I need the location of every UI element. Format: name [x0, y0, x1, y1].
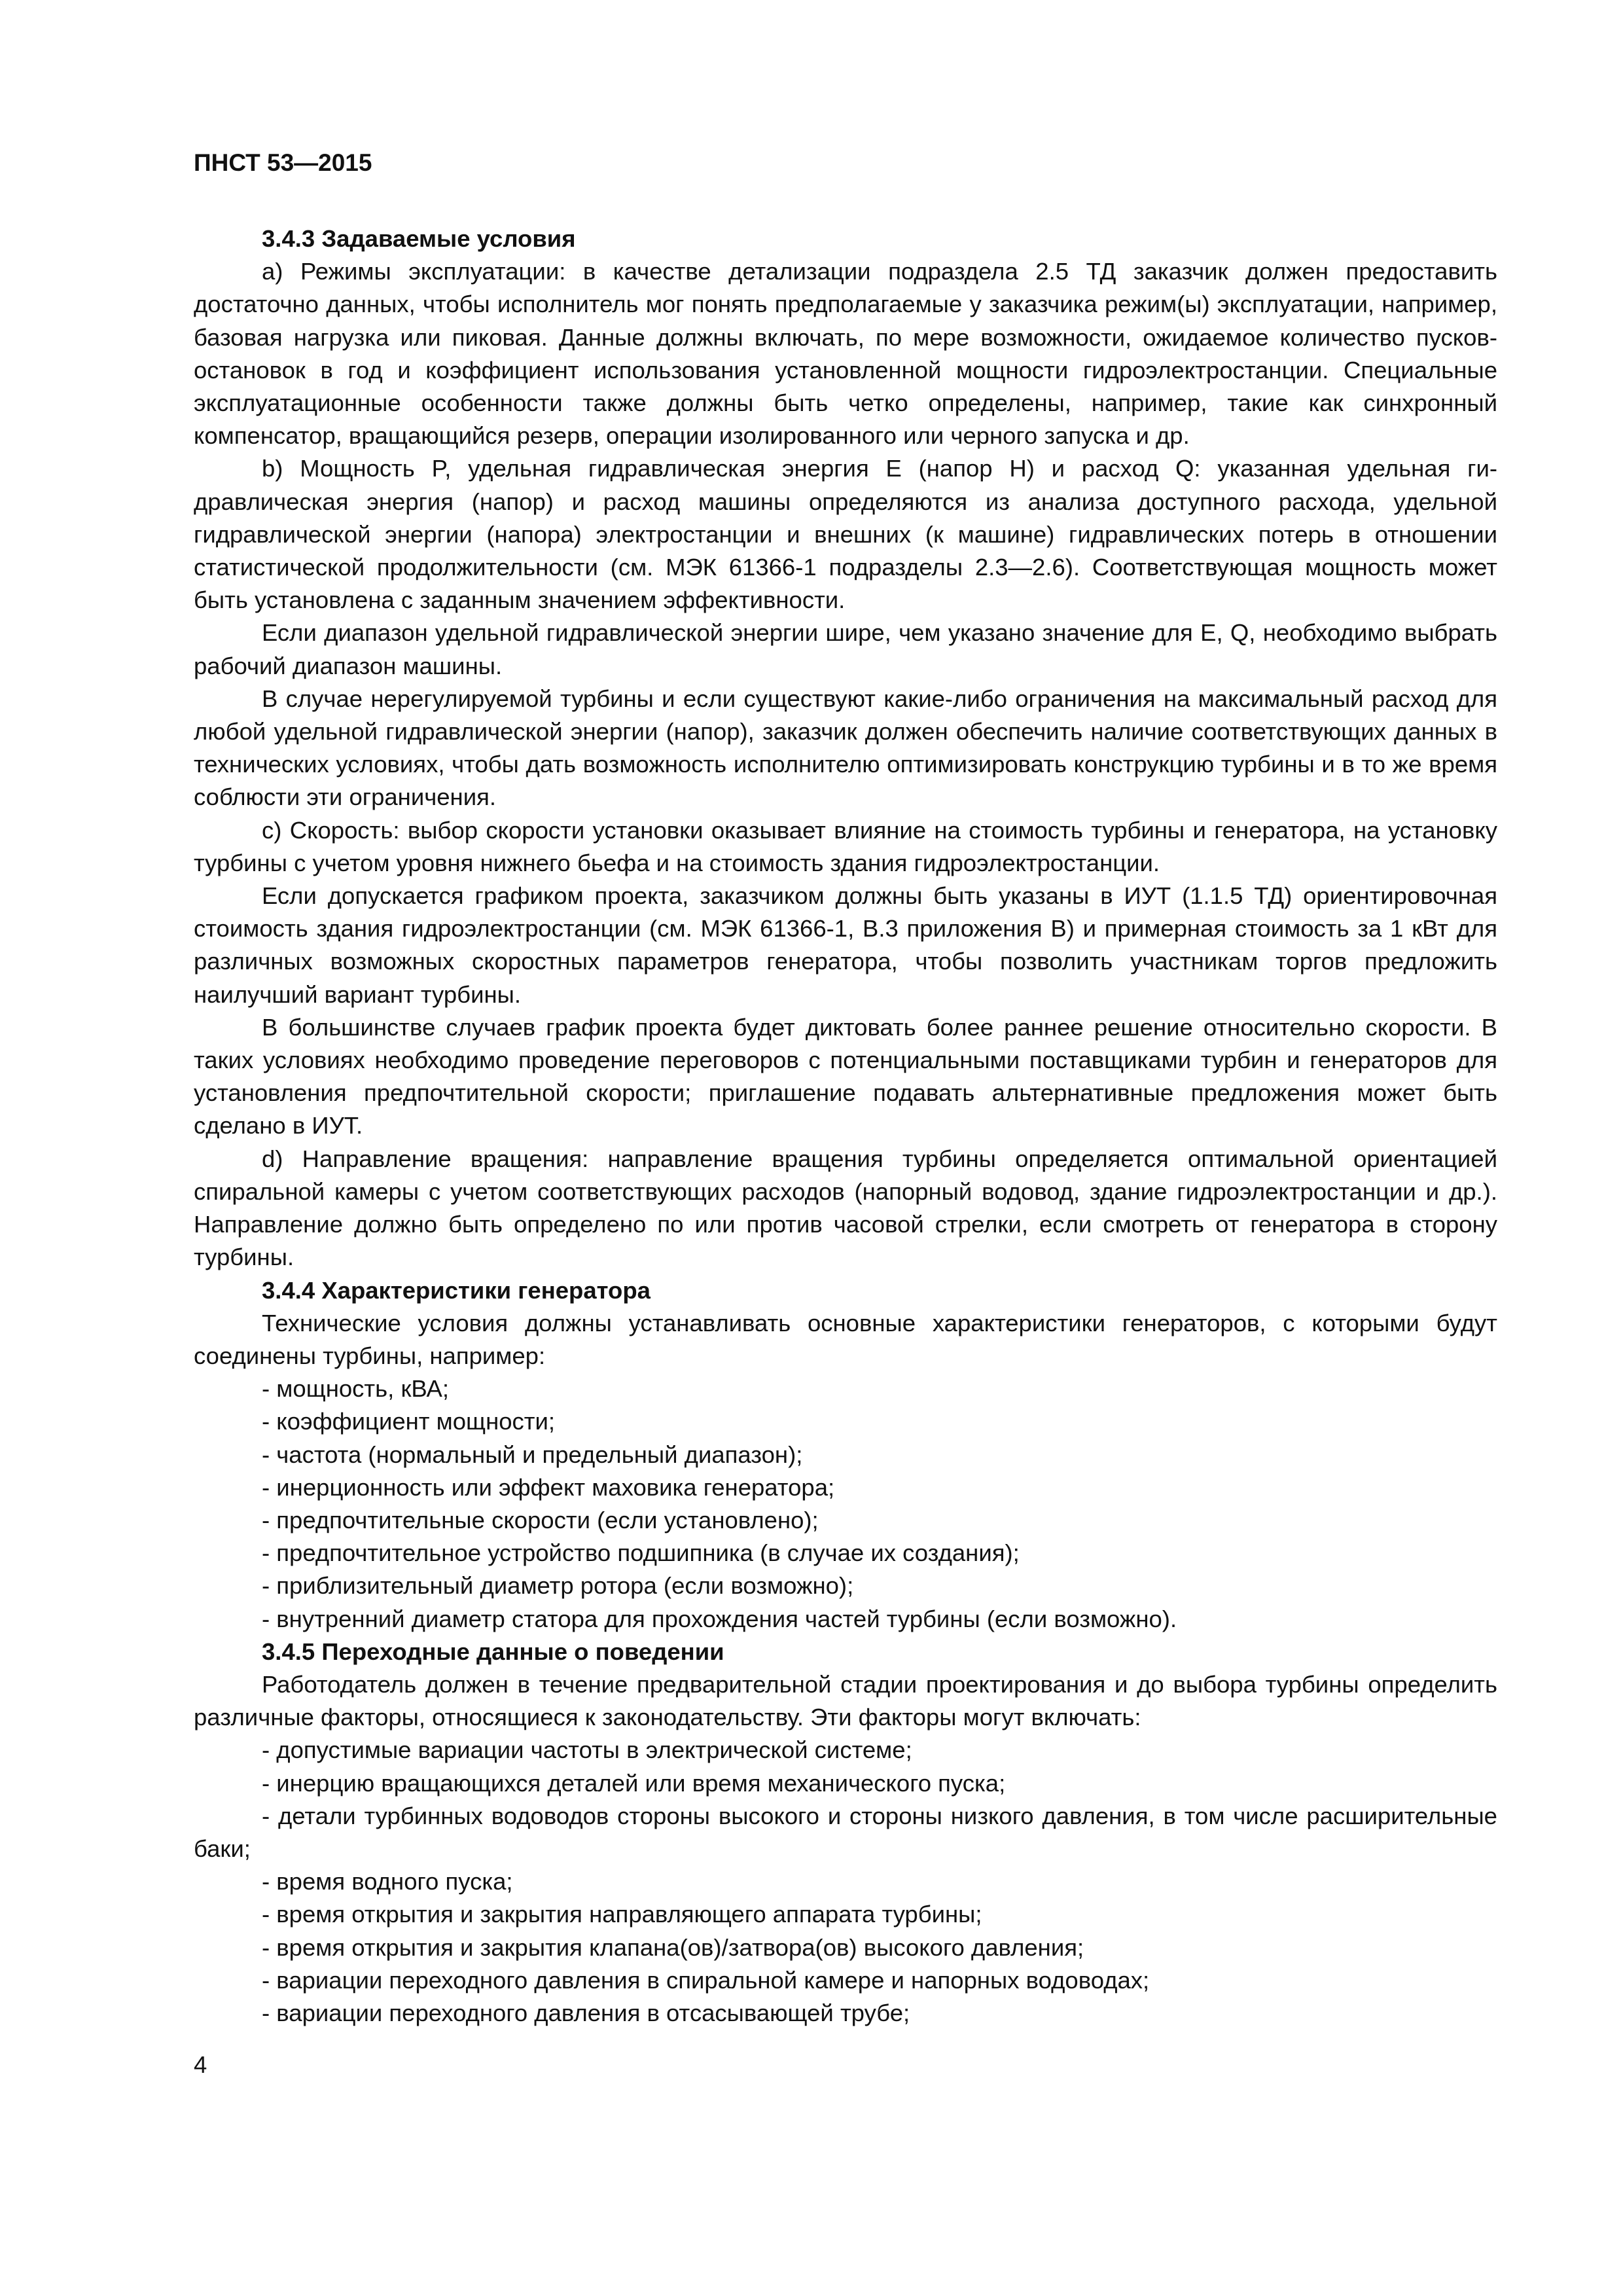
- document-code-header: ПНСТ 53—2015: [194, 149, 372, 176]
- list-item: - время открытия и закрытия направляющего аппарата турбины;: [262, 1901, 982, 1928]
- list-item: - вариации переходного давления в спиральной камере и напорных водоводах;: [262, 1966, 1150, 1994]
- list-item: - допустимые вариации частоты в электрической системе;: [262, 1736, 912, 1764]
- list-item: - предпочтительное устройство подшипника (в случае их создания);: [262, 1539, 1020, 1567]
- list-item: - инерцию вращающихся деталей или время механического пуска;: [262, 1769, 1006, 1797]
- paragraph-unregulated-turbine: В случае нерегулируемой турбины и если существуют какие-либо ограничения на максимальный расход для любой удельной гидравлической энергии (напор), заказчик должен обеспечить наличие соответствующих данных в технических условиях, чтобы дать возможность исполнителю оптимизировать конструкцию турбины и в то же время соблюсти эти ограничения.: [194, 685, 1497, 811]
- paragraph-transient-intro: Работодатель должен в течение предварительной стадии проектирования и до выбора турбины определить различные факторы, относящиеся к законодательству. Эти факторы могут включать:: [194, 1670, 1497, 1731]
- paragraph-energy-range: Если диапазон удельной гидравлической энергии шире, чем указано значение для E, Q, необходимо выбрать рабочий диапазон машины.: [194, 619, 1497, 679]
- section-heading-3-4-4: 3.4.4 Характеристики генератора: [262, 1276, 651, 1304]
- paragraph-rotation-direction: d) Направление вращения: направление вращения турбины определяется оптимальной ориентацией спиральной камеры с учетом соответствующих расходов (напорный водовод, здание гидроэлектростанции и др.). Направление должно быть определено по или против часовой стрелки, если смотреть от генератора в сторону турбины.: [194, 1145, 1497, 1271]
- paragraph-speed-cost: Если допускается графиком проекта, заказчиком должны быть указаны в ИУТ (1.1.5 ТД) ориентировочная стоимость здания гидроэлектростанции (см. МЭК 61366-1, В.3 приложения В) и примерная стоимость за 1 кВт для различных возможных скоростных параметров генератора, чтобы позволить участникам торгов предложить наилучший вариант турбины.: [194, 882, 1497, 1008]
- list-item: - внутренний диаметр статора для прохождения частей турбины (если возможно).: [262, 1605, 1177, 1632]
- paragraph-speed: c) Скорость: выбор скорости установки оказывает влияние на стоимость турбины и генератора, на установку турбины с учетом уровня нижнего бьефа и на стоимость здания гидроэлектростанции.: [194, 816, 1497, 876]
- section-heading-3-4-3: 3.4.3 Задаваемые условия: [262, 225, 576, 252]
- paragraph-generator-intro: Технические условия должны устанавливать основные характеристики генераторов, с которыми будут соединены турбины, например:: [194, 1309, 1497, 1369]
- list-item: - время открытия и закрытия клапана(ов)/затвора(ов) высокого давления;: [262, 1933, 1084, 1961]
- generator-characteristics-list: [194, 1372, 1497, 1636]
- list-item: - приблизительный диаметр ротора (если возможно);: [262, 1572, 854, 1600]
- list-item: - частота (нормальный и предельный диапазон);: [262, 1441, 803, 1468]
- paragraph-speed-negotiation: В большинстве случаев график проекта будет диктовать более раннее решение относительно скорости. В таких условиях необходимо проведение переговоров с потенциальными поставщиками турбин и генераторов для установления предпочтительной скорости; приглашение подавать альтернативные предложения может быть сделано в ИУТ.: [194, 1013, 1497, 1139]
- list-item: - детали турбинных водоводов стороны высокого и стороны низкого давления, в том числе расширительные баки;: [194, 1802, 1497, 1862]
- list-item: - мощность, кВА;: [262, 1375, 450, 1403]
- document-body: [194, 223, 1497, 2030]
- list-item: - вариации переходного давления в отсасывающей трубе;: [262, 1999, 910, 2026]
- list-item: - коэффициент мощности;: [262, 1408, 556, 1435]
- paragraph-power-energy-flow: b) Мощность P, удельная гидравлическая энергия E (напор H) и расход Q: указанная удельная гидравлическая энергия (напор) и расход машины определяются из анализа доступного расхода, удельной гидравлической энергии (напора) электростанции и внешних (к машине) гидравлических потерь в отношении статистической продолжительности (см. МЭК 61366-1 подразделы 2.3—2.6). Соответствующая мощность может быть установлена с заданным значением эффективности.: [194, 455, 1497, 614]
- list-item: - инерционность или эффект маховика генератора;: [262, 1473, 835, 1501]
- paragraph-operating-modes: a) Режимы эксплуатации: в качестве детализации подраздела 2.5 ТД заказчик должен предоставить достаточно данных, чтобы исполнитель мог понять предполагаемые у заказчика режим(ы) эксплуатации, например, базовая нагрузка или пиковая. Данные должны включать, по мере возможности, ожидаемое количество пусков-остановок в год и коэффициент использования установленной мощности гидроэлектростанции. Специальные эксплуатационные особенности также должны быть четко определены, например, такие как синхронный компенсатор, вращающийся резерв, операции изолированного или черного запуска и др.: [194, 258, 1497, 450]
- transient-factors-list: [194, 1734, 1497, 2030]
- section-heading-3-4-5: 3.4.5 Переходные данные о поведении: [262, 1638, 724, 1665]
- list-item: - предпочтительные скорости (если установлено);: [262, 1506, 819, 1534]
- list-item: - время водного пуска;: [262, 1868, 513, 1895]
- page-number: 4: [194, 2051, 207, 2078]
